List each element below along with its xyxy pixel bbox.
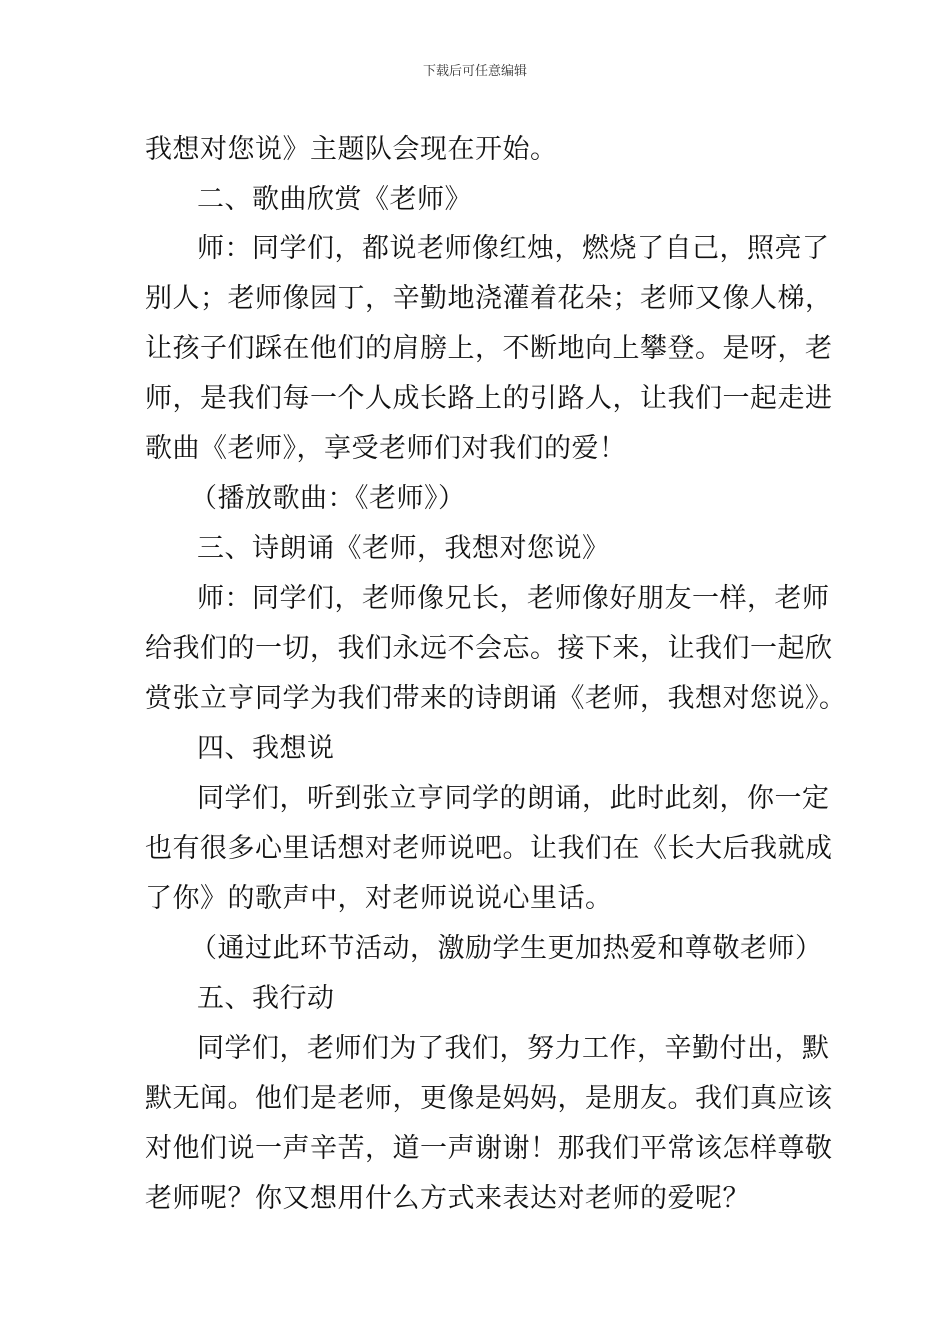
- text-line: 给我们的一切，我们永远不会忘。接下来，让我们一起欣: [145, 633, 833, 664]
- text-line: 我想对您说》主题队会现在开始。: [145, 134, 558, 165]
- text-line: 赏张立亨同学为我们带来的诗朗诵《老师，我想对您说》。: [145, 683, 847, 714]
- stage-direction: （播放歌曲：《老师》）: [190, 483, 466, 514]
- text-line: 对他们说一声辛苦，道一声谢谢！那我们平常该怎样尊敬: [145, 1133, 833, 1164]
- page-header-note: 下载后可任意编辑: [422, 64, 527, 79]
- text-line: 默无闻。他们是老师，更像是妈妈，是朋友。我们真应该: [145, 1083, 833, 1114]
- section-heading: 三、诗朗诵《老师，我想对您说》: [197, 533, 610, 564]
- text-line: 别人；老师像园丁，辛勤地浇灌着花朵；老师又像人梯，: [145, 283, 833, 314]
- section-heading: 四、我想说: [197, 733, 335, 764]
- text-line: 让孩子们踩在他们的肩膀上，不断地向上攀登。是呀，老: [145, 333, 833, 364]
- text-line: 也有很多心里话想对老师说吧。让我们在《长大后我就成: [145, 833, 833, 864]
- text-line: 同学们，听到张立亨同学的朗诵，此时此刻，你一定: [197, 783, 830, 814]
- stage-direction: （通过此环节活动，激励学生更加热爱和尊敬老师）: [190, 933, 823, 964]
- text-line: 了你》的歌声中，对老师说说心里话。: [145, 883, 613, 914]
- text-line: 师，是我们每一个人成长路上的引路人，让我们一起走进: [145, 383, 833, 414]
- text-line: 同学们，老师们为了我们，努力工作，辛勤付出，默: [197, 1033, 830, 1064]
- section-heading: 二、歌曲欣赏《老师》: [197, 184, 472, 215]
- section-heading: 五、我行动: [197, 983, 335, 1014]
- text-line: 师：同学们，老师像兄长，老师像好朋友一样，老师: [197, 583, 830, 614]
- text-line: 老师呢？你又想用什么方式来表达对老师的爱呢？: [145, 1183, 750, 1214]
- text-line: 师：同学们，都说老师像红烛，燃烧了自己，照亮了: [197, 233, 830, 264]
- text-line: 歌曲《老师》，享受老师们对我们的爱！: [145, 433, 627, 464]
